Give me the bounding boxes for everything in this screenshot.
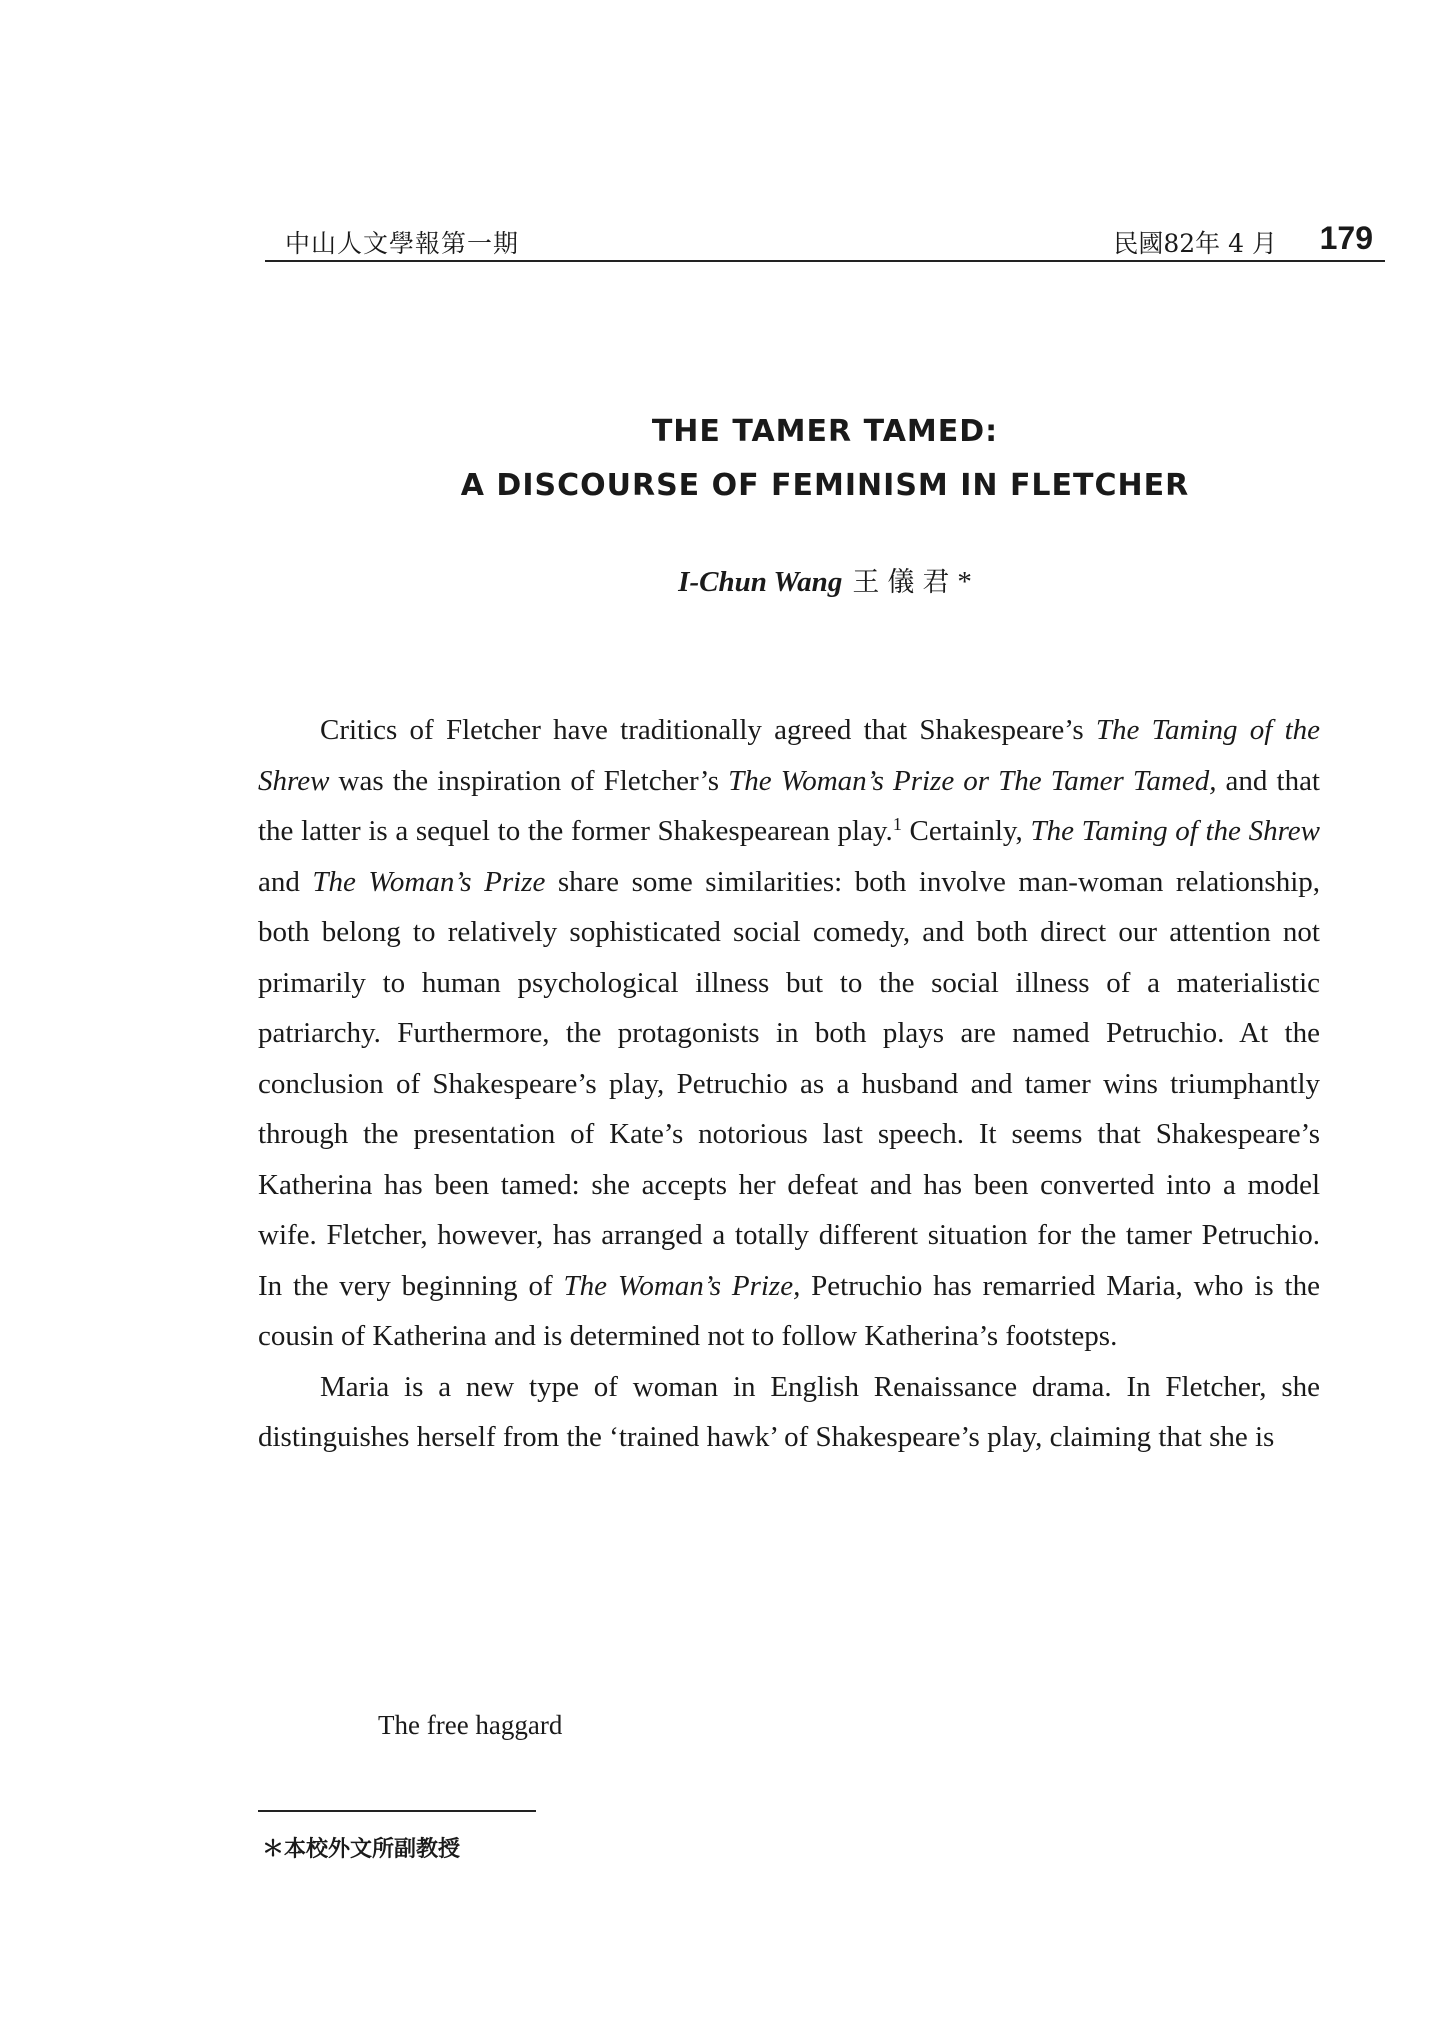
text-run: share some similarities: both involve man-woman relationship, both belong to relatively sophisticated social comedy, and both direct our attention not primarily to human psychological illness but to the social illness of a materialistic patriarchy. Furthermore, the protagonists in both plays are named Petruchio. At the conclusion of Shakespeare’s play, Petruchio as a husband and tamer wins triumphantly through the presentation of Kate’s notorious last speech. It seems that Shakespeare’s Katherina has been tamed: she accepts her defeat and has been converted into a model wife. Fletcher, however, has arranged a totally different situation for the tamer Petruchio. In the very beginning of <box>258 865 1321 1302</box>
article-body <box>258 705 1320 1463</box>
text-run: and <box>258 865 313 898</box>
text-run: Certainly, <box>901 815 1031 847</box>
author-name-chinese: 王儀君 <box>852 567 958 598</box>
italic-title: The Woman’s Prize <box>312 865 546 898</box>
author-byline <box>265 560 1385 599</box>
page-number: 179 <box>1319 220 1373 256</box>
text-run: was the inspiration of Fletcher’s <box>329 764 729 797</box>
italic-title: The Taming of the Shrew <box>258 714 1320 797</box>
journal-title: 中山人文學報第一期 <box>285 229 520 258</box>
author-footnote-mark: * <box>957 566 972 598</box>
running-header <box>265 222 1385 262</box>
italic-title: The Taming of the Shrew <box>1030 815 1320 847</box>
footnote: ＊本校外文所副教授 <box>262 1837 461 1862</box>
italic-title: The Woman’s Prize, <box>563 1269 801 1302</box>
text-run: and that the latter is a sequel to the former Shakespearean play. <box>258 764 1320 847</box>
text-run: Petruchio has remarried Maria, who is the cousin of Katherina and is determined not to follow Katherina’s footsteps. <box>258 1269 1320 1352</box>
author-name: I-Chun Wang <box>678 566 843 598</box>
italic-title: The Woman’s Prize or The Tamer Tamed, <box>728 764 1217 797</box>
text-run: Critics of Fletcher have traditionally agreed that Shakespeare’s <box>320 714 1096 746</box>
article-title <box>265 405 1385 513</box>
issue-date: 民國82年 4 月 <box>1113 229 1277 258</box>
block-quote: The free haggard <box>378 1710 563 1740</box>
title-line-1: THE TAMER TAMED: <box>651 414 999 449</box>
paragraph-1 <box>258 705 1320 1362</box>
title-line-2: A DISCOURSE OF FEMINISM IN FLETCHER <box>460 468 1190 503</box>
paragraph-2: Maria is a new type of woman in English Renaissance drama. In Fletcher, she distinguishes herself from the ‘trained hawk’ of Shakespeare’s play, claiming that she is <box>258 1370 1320 1453</box>
footnote-divider <box>258 1810 536 1812</box>
footnote-reference: 1 <box>892 814 902 834</box>
